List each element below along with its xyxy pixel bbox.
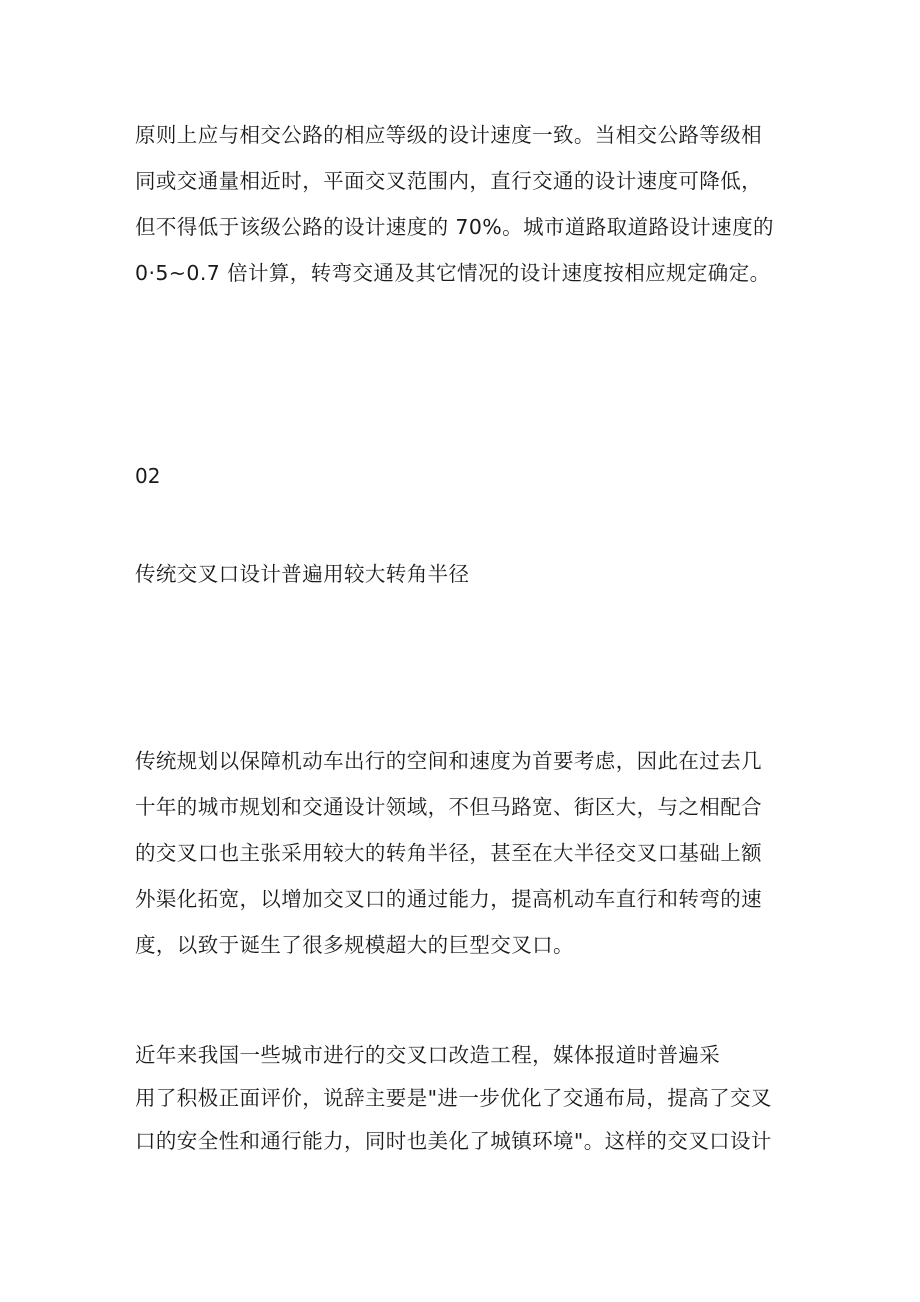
text-line: 0·5~0.7 倍计算，转弯交通及其它情况的设计速度按相应规定确定。 — [135, 261, 771, 285]
paragraph-traditional-planning — [135, 738, 795, 968]
text-line: 十年的城市规划和交通设计领域，不但马路宽、街区大，与之相配合 — [135, 795, 762, 819]
text-line: 同或交通量相近时，平面交叉范围内，直行交通的设计速度可降低， — [135, 169, 762, 193]
text-line: 传统规划以保障机动车出行的空间和速度为首要考虑，因此在过去几 — [135, 749, 762, 773]
text-line: 的交叉口也主张采用较大的转角半径，甚至在大半径交叉口基础上额 — [135, 841, 762, 865]
text-line: 近年来我国一些城市进行的交叉口改造工程，媒体报道时普遍采 — [135, 1043, 721, 1067]
text-line: 口的安全性和通行能力，同时也美化了城镇环境"。这样的交叉口设计 — [135, 1129, 772, 1153]
text-line: 但不得低于该级公路的设计速度的 70%。城市道路取道路设计速度的 — [135, 215, 774, 239]
text-line: 外渠化拓宽，以增加交叉口的通过能力，提高机动车直行和转弯的速 — [135, 887, 762, 911]
paragraph-recent-renovation — [135, 1034, 795, 1163]
text-line: 原则上应与相交公路的相应等级的设计速度一致。当相交公路等级相 — [135, 123, 762, 147]
section-number: 02 — [135, 464, 161, 488]
paragraph-design-speed — [135, 112, 795, 296]
text-line: 度，以致于诞生了很多规模超大的巨型交叉口。 — [135, 933, 574, 957]
text-line: 用了积极正面评价，说辞主要是"进一步优化了交通布局，提高了交叉 — [135, 1086, 772, 1110]
section-title: 传统交叉口设计普遍用较大转角半径 — [135, 562, 470, 586]
